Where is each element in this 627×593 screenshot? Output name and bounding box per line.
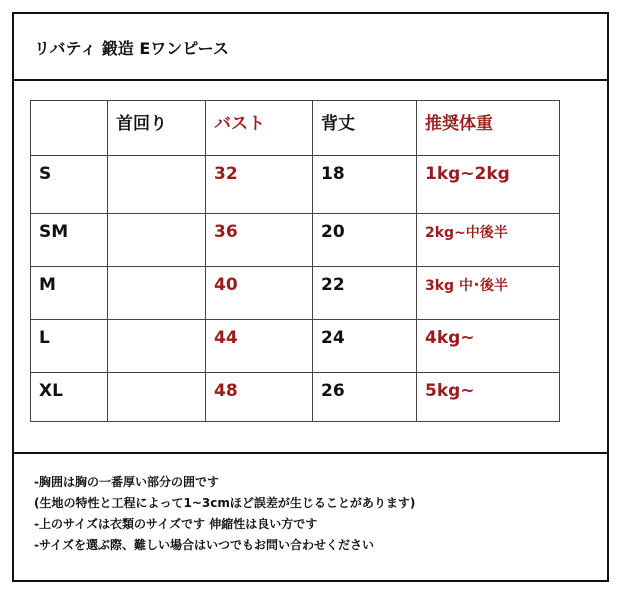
size-chart-frame [12,12,609,582]
header-cell-bust: バスト [206,101,313,156]
bust-cell: 32 [206,156,313,214]
neck-cell [108,156,206,214]
note-line: -上のサイズは衣類のサイズです 伸縮性は良い方です [34,517,318,531]
title-bar [14,14,607,81]
bust-cell: 48 [206,373,313,422]
page-title: リバティ 鍛造 Eワンピース [34,39,229,58]
bust-cell: 36 [206,214,313,267]
length-cell: 24 [313,320,417,373]
neck-cell [108,267,206,320]
weight-cell: 4kg~ [417,320,560,373]
weight-cell: 1kg~2kg [417,156,560,214]
header-cell-length: 背丈 [313,101,417,156]
note-line: (生地の特性と工程によって1~3cmほど誤差が生じることがあります) [34,496,416,510]
weight-cell: 3kg 中･後半 [417,267,560,320]
table-header-row [31,101,560,156]
table-row [31,320,560,373]
size-table [30,100,560,422]
header-cell-size [31,101,108,156]
size-cell: M [31,267,108,320]
table-row [31,267,560,320]
header-cell-weight: 推奨体重 [417,101,560,156]
neck-cell [108,214,206,267]
size-cell: SM [31,214,108,267]
bust-cell: 44 [206,320,313,373]
table-row [31,214,560,267]
size-cell: L [31,320,108,373]
size-cell: S [31,156,108,214]
weight-cell: 2kg~中後半 [417,214,560,267]
bust-cell: 40 [206,267,313,320]
length-cell: 18 [313,156,417,214]
notes-divider [14,452,607,454]
table-row [31,156,560,214]
size-cell: XL [31,373,108,422]
neck-cell [108,320,206,373]
neck-cell [108,373,206,422]
length-cell: 20 [313,214,417,267]
note-line: -胸囲は胸の一番厚い部分の囲です [34,475,219,489]
note-line: -サイズを選ぶ際、難しい場合はいつでもお問い合わせください [34,538,375,552]
notes-section [34,472,415,556]
table-row [31,373,560,422]
weight-cell: 5kg~ [417,373,560,422]
length-cell: 22 [313,267,417,320]
size-table-wrapper [30,100,560,422]
length-cell: 26 [313,373,417,422]
header-cell-neck: 首回り [108,101,206,156]
